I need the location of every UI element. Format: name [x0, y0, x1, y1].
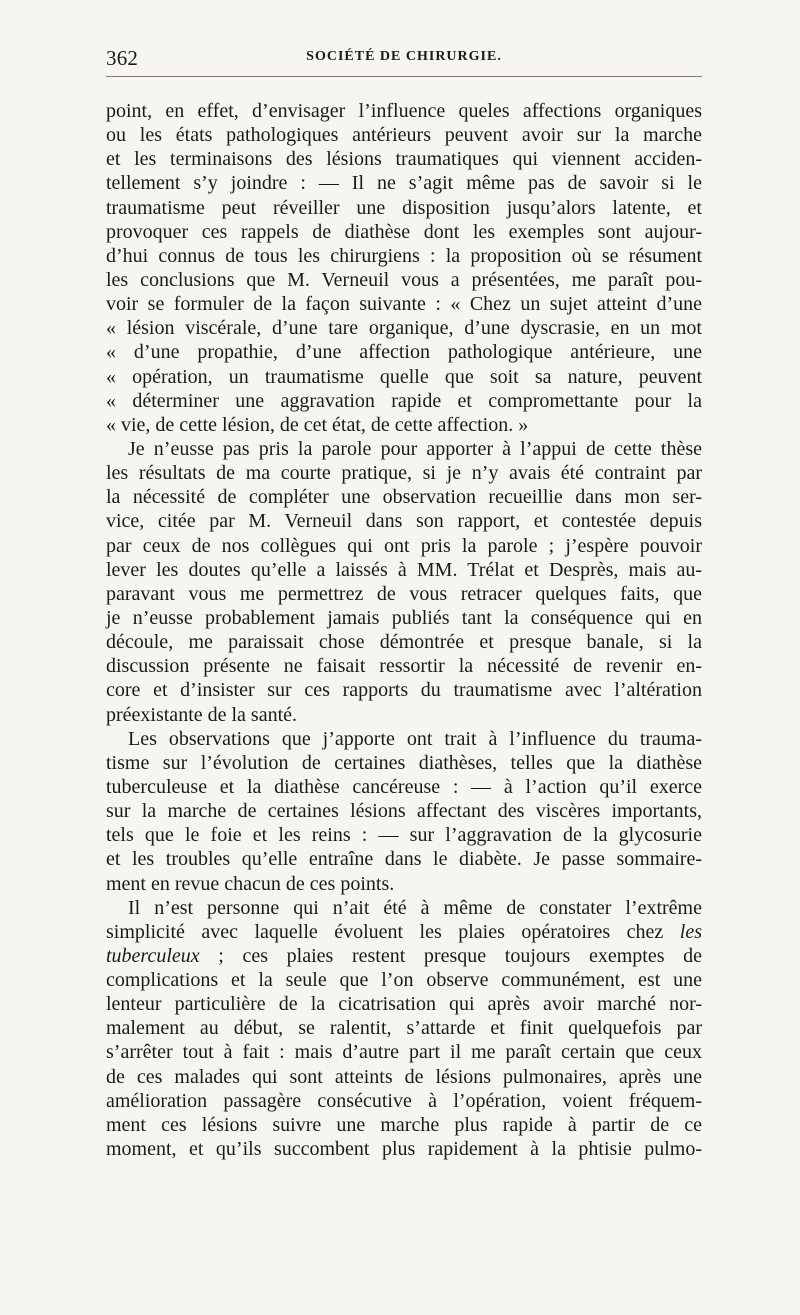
page-number: 362	[106, 46, 139, 70]
paragraph-2	[106, 437, 702, 727]
text-line: tuberculeuse et la diathèse cancéreuse : — à l’action qu’il exerce	[106, 775, 702, 798]
text-line: tisme sur l’évolution de certaines diathèses, telles que la diathèse	[106, 751, 702, 774]
text-line: amélioration passagère consécutive à l’opération, voient fréquem-	[106, 1089, 702, 1112]
article-body	[106, 99, 702, 1161]
paragraph-1	[106, 99, 702, 437]
text-line: « déterminer une aggravation rapide et compromettante pour la	[106, 389, 702, 412]
text-line: vice, citée par M. Verneuil dans son rapport, et contestée depuis	[106, 510, 702, 533]
text-line: les résultats de ma courte pratique, si je n’y avais été contraint par	[106, 462, 702, 485]
text-line: traumatisme peut réveiller une disposition jusqu’alors latente, et	[106, 196, 702, 219]
text-fragment: ; ces plaies restent presque toujours exemptes de	[199, 944, 702, 967]
text-line: sur la marche de certaines lésions affectant des viscères importants,	[106, 800, 702, 823]
paragraph-4	[106, 896, 702, 1162]
text-line: « vie, de cette lésion, de cet état, de cette affection. »	[106, 413, 529, 436]
text-line: complications et la seule que l’on observe communément, est une	[106, 969, 702, 992]
text-line: lenteur particulière de la cicatrisation qui après avoir marché nor-	[106, 993, 702, 1016]
text-line: tels que le foie et les reins : — sur l’aggravation de la glycosurie	[106, 824, 702, 847]
text-line: provoquer ces rappels de diathèse dont les exemples sont aujour-	[106, 220, 702, 243]
text-line: les conclusions que M. Verneuil vous a présentées, me paraît pou-	[106, 268, 702, 291]
text-line: « d’une propathie, d’une affection pathologique antérieure, une	[106, 341, 702, 364]
text-line: ou les états pathologiques antérieurs peuvent avoir sur la marche	[106, 124, 702, 147]
text-line: Je n’eusse pas pris la parole pour apporter à l’appui de cette thèse	[128, 437, 702, 460]
text-line: lever les doutes qu’elle a laissés à MM. Trélat et Desprès, mais au-	[106, 558, 702, 581]
text-fragment: simplicité avec laquelle évoluent les plaies opératoires chez	[106, 920, 664, 943]
italic-fragment: tuberculeux	[106, 944, 200, 967]
text-line	[106, 944, 702, 968]
text-line: paravant vous me permettrez de vous retracer quelques faits, que	[106, 582, 702, 605]
text-line: de ces malades qui sont atteints de lésions pulmonaires, après une	[106, 1065, 702, 1088]
text-line: « lésion viscérale, d’une tare organique, d’une dyscrasie, en un mot	[106, 317, 702, 340]
header-rule	[106, 76, 702, 77]
text-line: d’hui connus de tous les chirurgiens : la proposition où se résument	[106, 244, 702, 267]
text-line: Les observations que j’apporte ont trait à l’influence du trauma-	[128, 727, 702, 750]
text-line: par ceux de nos collègues qui ont pris la parole ; j’espère pouvoir	[106, 534, 702, 557]
text-line: et les terminaisons des lésions traumatiques qui viennent acciden-	[106, 148, 702, 171]
text-line: ment en revue chacun de ces points.	[106, 872, 395, 895]
text-line: ment ces lésions suivre une marche plus rapide à partir de ce	[106, 1113, 702, 1136]
italic-fragment: les	[679, 920, 702, 943]
text-line: et les troubles qu’elle entraîne dans le diabète. Je passe sommaire-	[106, 848, 702, 871]
text-line: s’arrêter tout à fait : mais d’autre part il me paraît certain que ceux	[106, 1041, 702, 1064]
text-line: Il n’est personne qui n’ait été à même de constater l’extrême	[128, 896, 702, 919]
text-line: voir se formuler de la façon suivante : « Chez un sujet atteint d’une	[106, 293, 702, 316]
text-line: je n’eusse probablement jamais publiés tant la conséquence qui en	[106, 606, 702, 629]
text-line: moment, et qu’ils succombent plus rapidement à la phtisie pulmo-	[106, 1138, 702, 1161]
text-line: « opération, un traumatisme quelle que soit sa nature, peuvent	[106, 365, 702, 388]
text-line: discussion présente ne faisait ressortir la nécessité de revenir en-	[106, 655, 702, 678]
paragraph-3	[106, 727, 702, 896]
text-line: core et d’insister sur ces rapports du traumatisme avec l’altération	[106, 679, 702, 702]
running-title: SOCIÉTÉ DE CHIRURGIE.	[306, 49, 502, 64]
text-line	[106, 920, 702, 944]
text-line: préexistante de la santé.	[106, 703, 298, 726]
page-header	[106, 44, 702, 70]
text-line: tellement s’y joindre : — Il ne s’agit même pas de savoir si le	[106, 172, 702, 195]
text-line: la nécessité de compléter une observation recueillie dans mon ser-	[106, 486, 702, 509]
text-line: point, en effet, d’envisager l’influence queles affections organiques	[106, 100, 702, 122]
text-line: découle, me paraissait chose démontrée et presque banale, si la	[106, 631, 702, 654]
text-line: malement au début, se ralentit, s’attarde et finit quelquefois par	[106, 1017, 702, 1040]
